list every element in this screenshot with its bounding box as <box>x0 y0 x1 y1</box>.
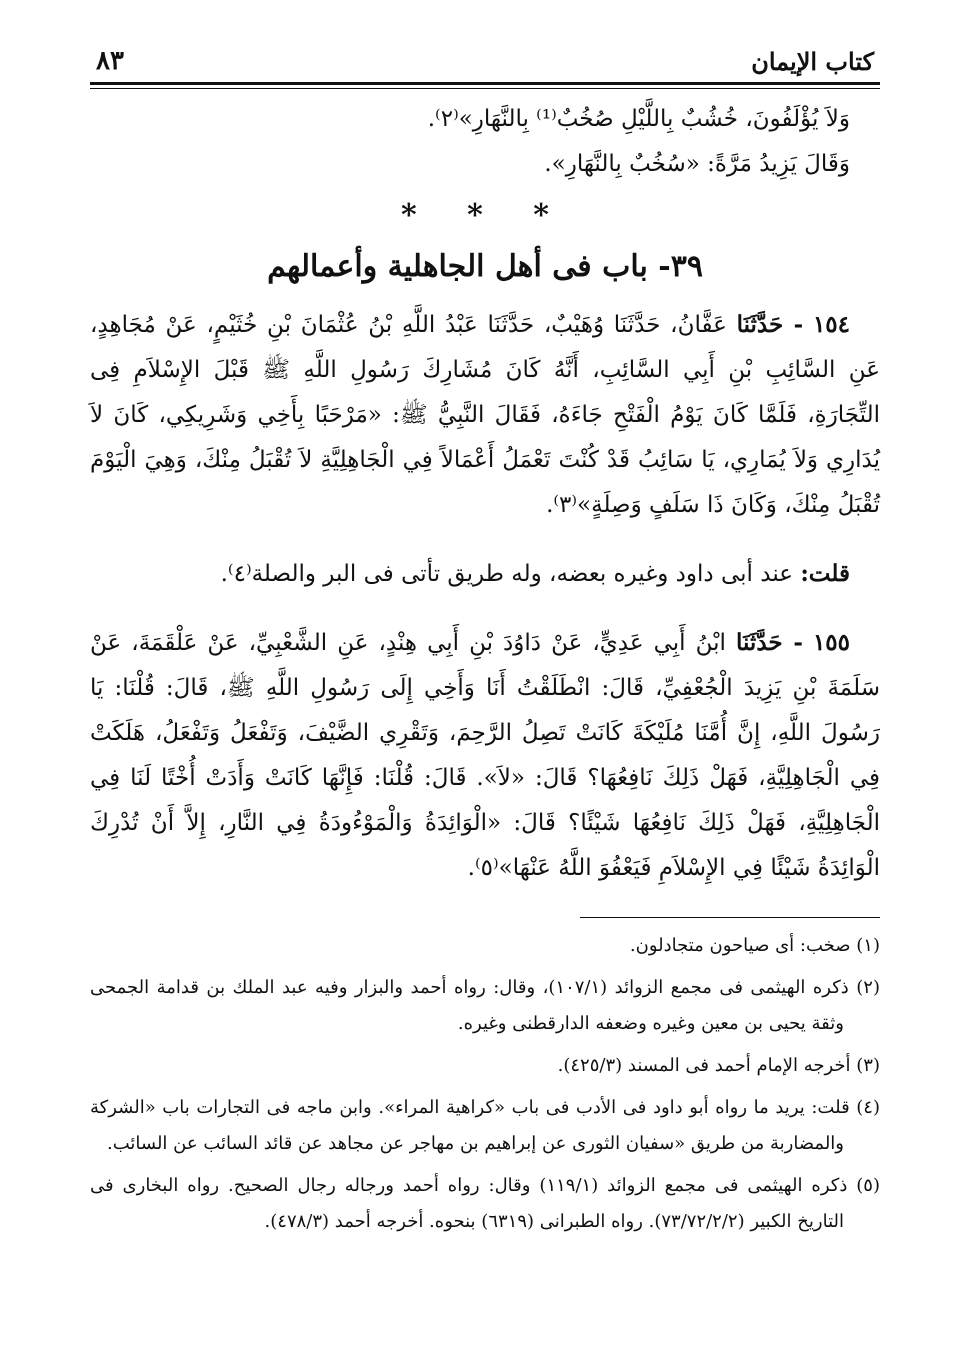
main-text <box>90 97 880 891</box>
intro-line: وَلاَ يُؤْلَفُونَ، خُشُبٌ بِاللَّيْلِ صُخُبٌ⁽¹⁾ بِالنَّهَارِ»⁽٢⁾. <box>427 106 850 132</box>
footnote: (٣) أخرجه الإمام أحمد فى المسند (٤٢٥/٣). <box>557 1055 880 1076</box>
note-text: عند أبى داود وغيره بعضه، وله طريق تأتى فى البر والصلة⁽٤⁾. <box>220 561 793 587</box>
hadith-lead: حَدَّثَنَا <box>735 629 783 656</box>
chapter-title: ٣٩- باب فى أهل الجاهلية وأعمالهم <box>267 249 703 284</box>
footnote: (٥) ذكره الهيثمى فى مجمع الزوائد (١١٩/١) وقال: رواه أحمد ورجاله رجال الصحيح. رواه البخارى فى التاريخ الكبير (٧٣/٧٢/٢/٢). رواه الطبرانى (٦٣١٩) بنحوه. أخرجه أحمد (٤٧٨/٣). <box>90 1175 880 1232</box>
hadith-lead: حَدَّثَنَا <box>736 311 784 338</box>
hadith-number: ١٥٤ <box>812 311 850 338</box>
intro-line: وَقَالَ يَزِيدُ مَرَّةً: «سُخُبٌ بِالنَّهَارِ». <box>544 151 850 177</box>
footnote: (١) صخب: أى صياحون متجادلون. <box>629 935 880 956</box>
hadith-text: عَفَّانُ، حَدَّثَنَا وُهَيْبٌ، حَدَّثَنَا عَبْدُ اللَّهِ بْنُ عُثْمَانَ بْنِ خُثَيْمٍ، عَنْ مُجَاهِدٍ، عَنِ السَّائِبِ بْنِ أَبِي السَّائِبِ، أَنَّهُ كَانَ مُشَارِكَ رَسُولِ اللَّهِ ﷺ قَبْلَ الإِسْلاَمِ فِى التِّجَارَةِ، فَلَمَّا كَانَ يَوْمُ الْفَتْحِ جَاءَهُ، فَقَالَ النَّبِيُّ ﷺ: «مَرْحَبًا بِأَخِي وَشَرِيكِي، كَانَ لاَ يُدَارِي وَلاَ يُمَارِي، يَا سَائِبُ قَدْ كُنْتَ تَعْمَلُ أَعْمَالاً فِي الْجَاهِلِيَّةِ لاَ تُقْبَلُ مِنْكَ، وَهِيَ الْيَوْمَ تُقْبَلُ مِنْكَ، وَكَانَ ذَا سَلَفٍ وَصِلَةٍ»⁽٣⁾. <box>90 312 880 518</box>
footnotes <box>90 928 880 1240</box>
hadith-154: ١٥٤ - حَدَّثَنَا عَفَّانُ، حَدَّثَنَا وُهَيْبٌ، حَدَّثَنَا عَبْدُ اللَّهِ بْنُ عُثْمَانَ بْنِ خُثَيْمٍ، عَنْ مُجَاهِدٍ، عَنِ السَّائِبِ بْنِ أَبِي السَّائِبِ، أَنَّهُ كَانَ مُشَارِكَ رَسُولِ اللَّهِ ﷺ قَبْلَ الإِسْلاَمِ فِى التِّجَارَةِ، فَلَمَّا كَانَ يَوْمُ الْفَتْحِ جَاءَهُ، فَقَالَ النَّبِيُّ ﷺ: «مَرْحَبًا بِأَخِي وَشَرِيكِي، كَانَ لاَ يُدَارِي وَلاَ يُمَارِي، يَا سَائِبُ قَدْ كُنْتَ تَعْمَلُ أَعْمَالاً فِي الْجَاهِلِيَّةِ لاَ تُقْبَلُ مِنْكَ، وَهِيَ الْيَوْمَ تُقْبَلُ مِنْكَ، وَكَانَ ذَا سَلَفٍ وَصِلَةٍ»⁽٣⁾. <box>90 311 880 518</box>
separator-stars: * * * <box>401 198 569 233</box>
footnote: (٢) ذكره الهيثمى فى مجمع الزوائد (١٠٧/١)، وقال: رواه أحمد والبزار وفيه عبد الملك بن قدامة الجمحى وثقة يحيى بن معين وغيره وضعفه الدارقطنى وغيره. <box>90 977 880 1034</box>
page-number: ٨٣ <box>96 46 124 76</box>
author-note <box>90 551 880 597</box>
hadith-number: ١٥٥ <box>812 629 851 656</box>
header-rule <box>90 82 880 89</box>
hadith-text: ابْنُ أَبِي عَدِيٍّ، عَنْ دَاوُدَ بْنِ أَبِي هِنْدٍ، عَنِ الشَّعْبِيِّ، عَنْ عَلْقَمَةَ، عَنْ سَلَمَةَ بْنِ يَزِيدَ الْجُعْفِيِّ، قَالَ: انْطَلَقْتُ أَنَا وَأَخِي إِلَى رَسُولِ اللَّهِ ﷺ، قَالَ: قُلْنَا: يَا رَسُولَ اللَّهِ، إِنَّ أُمَّنَا مُلَيْكَةَ كَانَتْ تَصِلُ الرَّحِمَ، وَتَقْرِي الضَّيْفَ، وَتَفْعَلُ وَتَفْعَلُ، هَلَكَتْ فِي الْجَاهِلِيَّةِ، فَهَلْ ذَلِكَ نَافِعُهَا؟ قَالَ: «لاَ». قَالَ: قُلْنَا: فَإِنَّهَا كَانَتْ وَأَدَتْ أُخْتًا لَنَا فِي الْجَاهِلِيَّةِ، فَهَلْ ذَلِكَ نَافِعُهَا شَيْئًا؟ قَالَ: «الْوَائِدَةُ وَالْمَوْءُودَةُ فِي النَّارِ، إِلاَّ أَنْ تُدْرِكَ الْوَائِدَةُ شَيْئًا فِي الإِسْلاَمِ فَيَعْفُوَ اللَّهُ عَنْهَا»⁽٥⁾. <box>90 630 880 881</box>
book-title: كتاب الإيمان <box>751 47 874 76</box>
document-page <box>90 30 880 1246</box>
footnote: (٤) قلت: يريد ما رواه أبو داود فى الأدب فى باب «كراهية المراء». وابن ماجه فى التجارات باب «الشركة والمضاربة من طريق «سفيان الثورى عن إبراهيم بن مهاجر عن مجاهد عن قائد السائب عن السائب. <box>90 1097 880 1154</box>
note-label: قلت: <box>800 560 850 587</box>
footnote-rule <box>580 917 880 918</box>
page-header <box>90 30 880 76</box>
hadith-155: ١٥٥ - حَدَّثَنَا ابْنُ أَبِي عَدِيٍّ، عَنْ دَاوُدَ بْنِ أَبِي هِنْدٍ، عَنِ الشَّعْبِيِّ، عَنْ عَلْقَمَةَ، عَنْ سَلَمَةَ بْنِ يَزِيدَ الْجُعْفِيِّ، قَالَ: انْطَلَقْتُ أَنَا وَأَخِي إِلَى رَسُولِ اللَّهِ ﷺ، قَالَ: قُلْنَا: يَا رَسُولَ اللَّهِ، إِنَّ أُمَّنَا مُلَيْكَةَ كَانَتْ تَصِلُ الرَّحِمَ، وَتَقْرِي الضَّيْفَ، وَتَفْعَلُ وَتَفْعَلُ، هَلَكَتْ فِي الْجَاهِلِيَّةِ، فَهَلْ ذَلِكَ نَافِعُهَا؟ قَالَ: «لاَ». قَالَ: قُلْنَا: فَإِنَّهَا كَانَتْ وَأَدَتْ أُخْتًا لَنَا فِي الْجَاهِلِيَّةِ، فَهَلْ ذَلِكَ نَافِعُهَا شَيْئًا؟ قَالَ: «الْوَائِدَةُ وَالْمَوْءُودَةُ فِي النَّارِ، إِلاَّ أَنْ تُدْرِكَ الْوَائِدَةُ شَيْئًا فِي الإِسْلاَمِ فَيَعْفُوَ اللَّهُ عَنْهَا»⁽٥⁾. <box>90 629 880 881</box>
